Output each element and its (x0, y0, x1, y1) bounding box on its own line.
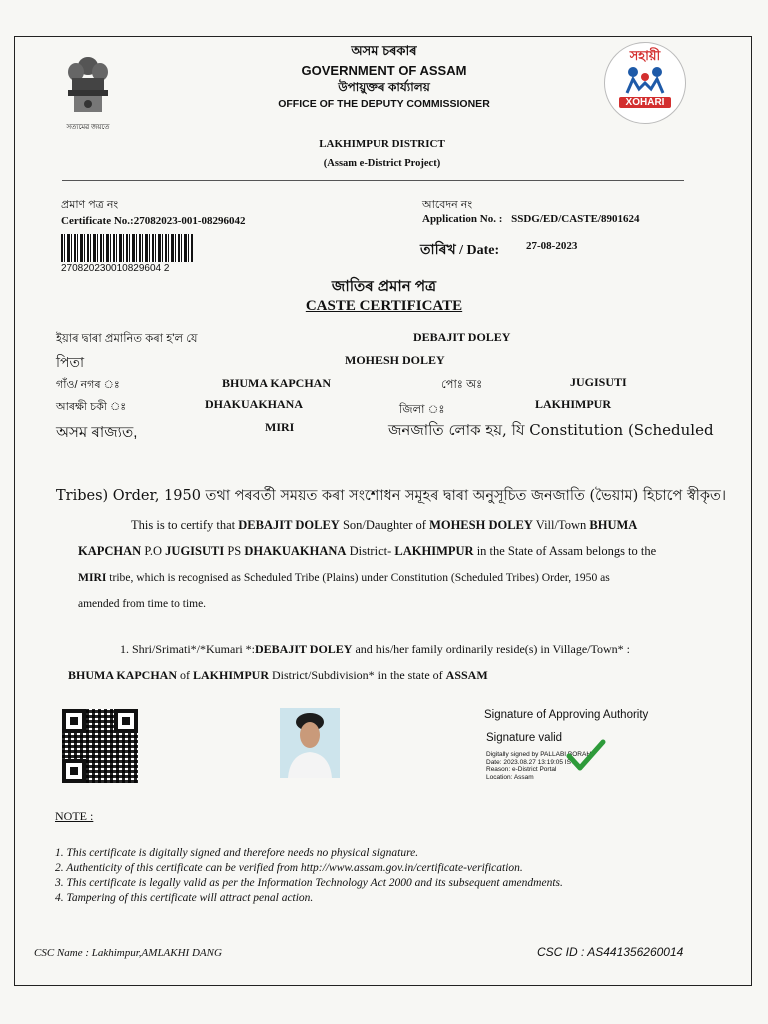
signed-reason: Reason: e-District Portal (486, 766, 557, 773)
text: of (177, 668, 193, 682)
xohari-logo-top-text: সহায়ী (629, 49, 661, 64)
app-no-value: SSDG/ED/CASTE/8901624 (511, 213, 640, 225)
notes-list (55, 846, 563, 906)
ps-label: আৰক্ষী চকী ঃ (56, 401, 127, 413)
xohari-logo (604, 42, 686, 124)
signature-title: Signature of Approving Authority (484, 709, 649, 721)
tribe: MIRI (78, 571, 107, 584)
name: DEBAJIT DOLEY (255, 642, 353, 656)
app-no-row (422, 213, 640, 225)
village-label: গাঁও/ নগৰ ঃ (56, 379, 120, 391)
text: in the State of Assam belongs to the (473, 544, 657, 558)
cert-no-row (61, 215, 246, 227)
note-item: 2. Authenticity of this certificate can be verified from http://www.assam.gov.in/certificate-verification. (55, 862, 523, 874)
header-divider (62, 180, 684, 181)
text: PS (224, 544, 245, 558)
text: District/Subdivision* in the state of (269, 668, 446, 682)
office-as: উপায়ুক্তৰ কাৰ্য্যালয় (338, 80, 430, 94)
name: DEBAJIT DOLEY (238, 518, 340, 532)
signed-by: Digitally signed by PALLABI BORAH (486, 751, 592, 758)
village: BHUMA KAPCHAN (68, 668, 177, 682)
govt-title: GOVERNMENT OF ASSAM (301, 63, 467, 78)
district-value: LAKHIMPUR (535, 397, 611, 411)
ps: DHAKUAKHANA (244, 544, 347, 558)
text: 1. Shri/Srimati*/*Kumari *: (120, 642, 255, 656)
signed-date: Date: 2023.08.27 13:19:05 IST (486, 758, 575, 766)
cert-no-label: Certificate No.: (61, 215, 134, 227)
check-icon (566, 738, 606, 774)
text: tribe, which is recognised as Scheduled Tribe (Plains) under Constitution (Scheduled Tribes) Order, 1950 as (106, 571, 610, 584)
note-heading: NOTE : (55, 809, 94, 823)
village: KAPCHAN (78, 544, 142, 558)
district-title: LAKHIMPUR DISTRICT (319, 138, 445, 150)
text: This is to certify that (131, 518, 239, 532)
body-line-3 (78, 564, 610, 591)
csc-name: CSC Name : Lakhimpur,AMLAKHI DANG (34, 947, 222, 959)
state: ASSAM (445, 668, 488, 682)
qr-code (62, 709, 138, 783)
father-label: পিতা (56, 354, 85, 370)
date-value: 27-08-2023 (526, 240, 578, 252)
project-title: (Assam e-District Project) (323, 158, 441, 169)
po-label: পোঃ অঃ (441, 379, 483, 391)
tribe-suffix: জনজাতি লোক হয়, যি Constitution (Scheduled (388, 421, 714, 439)
body-line-1 (131, 512, 637, 539)
text: Son/Daughter of (339, 518, 430, 532)
certificate-border (14, 36, 752, 986)
father-value: MOHESH DOLEY (345, 353, 445, 367)
signed-location: Location: Assam (486, 773, 534, 781)
csc-id: CSC ID : AS441356260014 (537, 945, 684, 959)
village-value: BHUMA KAPCHAN (222, 376, 331, 390)
district-label: জিলা ঃ (399, 404, 445, 416)
xohari-logo-bottom-text: XOHARI (619, 97, 671, 108)
app-no-label: Application No. : (422, 213, 503, 225)
people-icon (625, 65, 665, 95)
signature-valid: Signature valid (486, 732, 563, 744)
title-en: CASTE CERTIFICATE (305, 298, 463, 314)
note-item: 3. This certificate is legally valid as per the Information Technology Act 2000 and its subsequent amendments. (55, 877, 563, 889)
district: LAKHIMPUR (193, 668, 269, 682)
applicant-photo (280, 708, 340, 778)
po-value: JUGISUTI (570, 375, 627, 389)
body-line-6 (68, 662, 488, 689)
po: JUGISUTI (165, 544, 225, 558)
qr-finder (62, 759, 86, 783)
name-value: DEBAJIT DOLEY (413, 330, 511, 344)
father: MOHESH DOLEY (429, 518, 533, 532)
title-as: জাতিৰ প্ৰমান পত্ৰ (331, 278, 437, 295)
emblem-caption: সত্যমেৱ জয়তে (66, 123, 110, 131)
text: and his/her family ordinarily reside(s) in Village/Town* : (352, 642, 630, 656)
text: Vill/Town (532, 518, 590, 532)
barcode-text: 270820230010829604 2 (61, 263, 170, 274)
tribe-value: MIRI (265, 420, 295, 434)
ps-value: DHAKUAKHANA (205, 397, 303, 411)
district: LAKHIMPUR (394, 544, 474, 558)
office-title: OFFICE OF THE DEPUTY COMMISSIONER (278, 98, 490, 110)
date-label: তাৰিখ / Date: (420, 243, 500, 258)
app-no-label-as: আবেদন নং (422, 199, 473, 211)
qr-finder (114, 709, 138, 733)
note-item: 1. This certificate is digitally signed and therefore needs no physical signature. (55, 847, 419, 859)
assam-govt-as: অসম চৰকাৰ (351, 43, 417, 58)
barcode (61, 234, 193, 262)
text: District- (346, 544, 395, 558)
body-line-5 (120, 636, 630, 663)
body-line-4: amended from time to time. (78, 598, 207, 610)
text: P.O (141, 544, 166, 558)
body-line-2 (78, 538, 656, 565)
order-line: Tribes) Order, 1950 তথা পৰবৰ্তী সময়ত কৰা সংশোধন সমূহৰ দ্বাৰা অনুসূচিত জনজাতি (ভৈয়াম) হিচাপে স্বীকৃত। (56, 488, 727, 504)
note-item: 4. Tampering of this certificate will attract penal action. (55, 892, 314, 904)
cert-no-value: 27082023-001-08296042 (133, 215, 246, 227)
certified-label: ইয়াৰ দ্বাৰা প্ৰমানিত কৰা হ'ল যে (56, 333, 198, 345)
village: BHUMA (589, 518, 638, 532)
cert-no-label-as: প্ৰমাণ পত্ৰ নং (61, 199, 119, 211)
state-as: অসম ৰাজ্যত, (56, 424, 138, 441)
qr-finder (62, 709, 86, 733)
